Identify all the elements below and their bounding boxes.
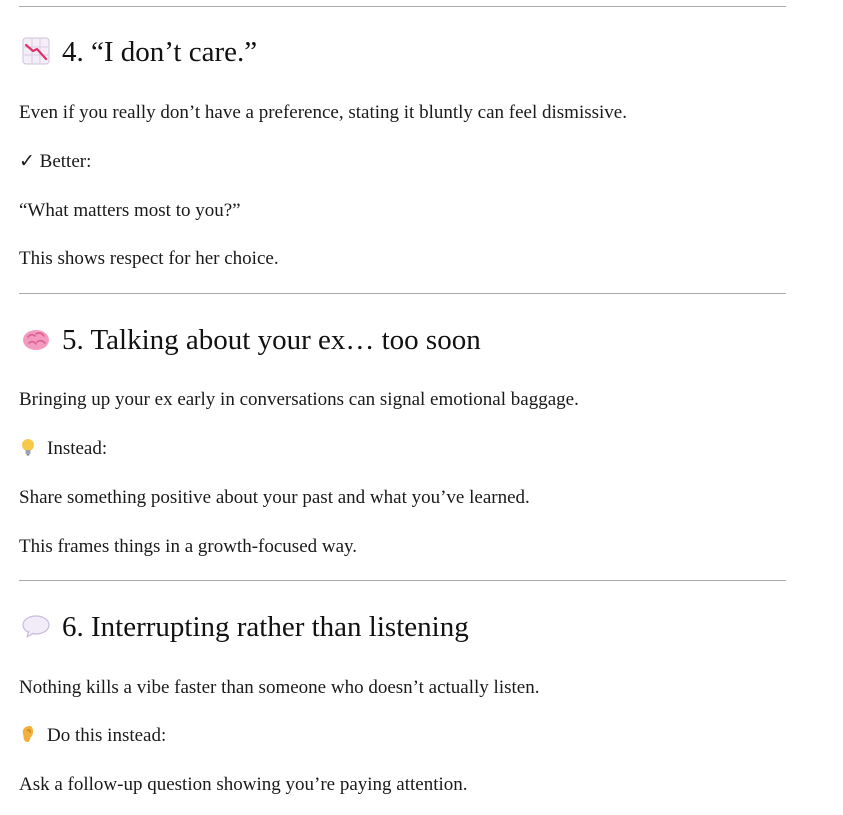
tip-label [19,437,107,461]
section-heading [22,322,481,358]
section-title: 5. Talking about your ex… too soon [62,324,481,356]
section-intro: Nothing kills a vibe faster than someone who doesn’t actually listen. [19,677,540,698]
brain-icon [22,325,50,353]
section-intro: Even if you really don’t have a preference, stating it bluntly can feel dismissive. [19,102,627,123]
tip-label [19,724,166,748]
tip-label-text: Instead: [47,438,108,459]
tip-label: ✓ Better: [19,151,92,172]
section-heading [22,609,469,645]
section-closing: This shows respect for her choice. [19,248,279,269]
tip-text: “What matters most to you?” [19,200,241,221]
section-title: 4. “I don’t care.” [62,36,258,68]
tip-label-text: Do this instead: [47,725,167,746]
section-intro: Bringing up your ex early in conversations can signal emotional baggage. [19,389,579,410]
section-heading [22,34,257,70]
section-closing: This frames things in a growth-focused way. [19,536,358,557]
ear-icon [19,724,37,744]
tip-text: Share something positive about your past and what you’ve learned. [19,487,530,508]
speech-bubble-icon [22,612,50,640]
divider [19,293,786,294]
divider [19,6,786,7]
section-title: 6. Interrupting rather than listening [62,611,469,643]
light-bulb-icon [19,437,37,457]
chart-decreasing-icon [22,37,50,65]
tip-text: Ask a follow-up question showing you’re paying attention. [19,774,468,795]
divider [19,580,786,581]
